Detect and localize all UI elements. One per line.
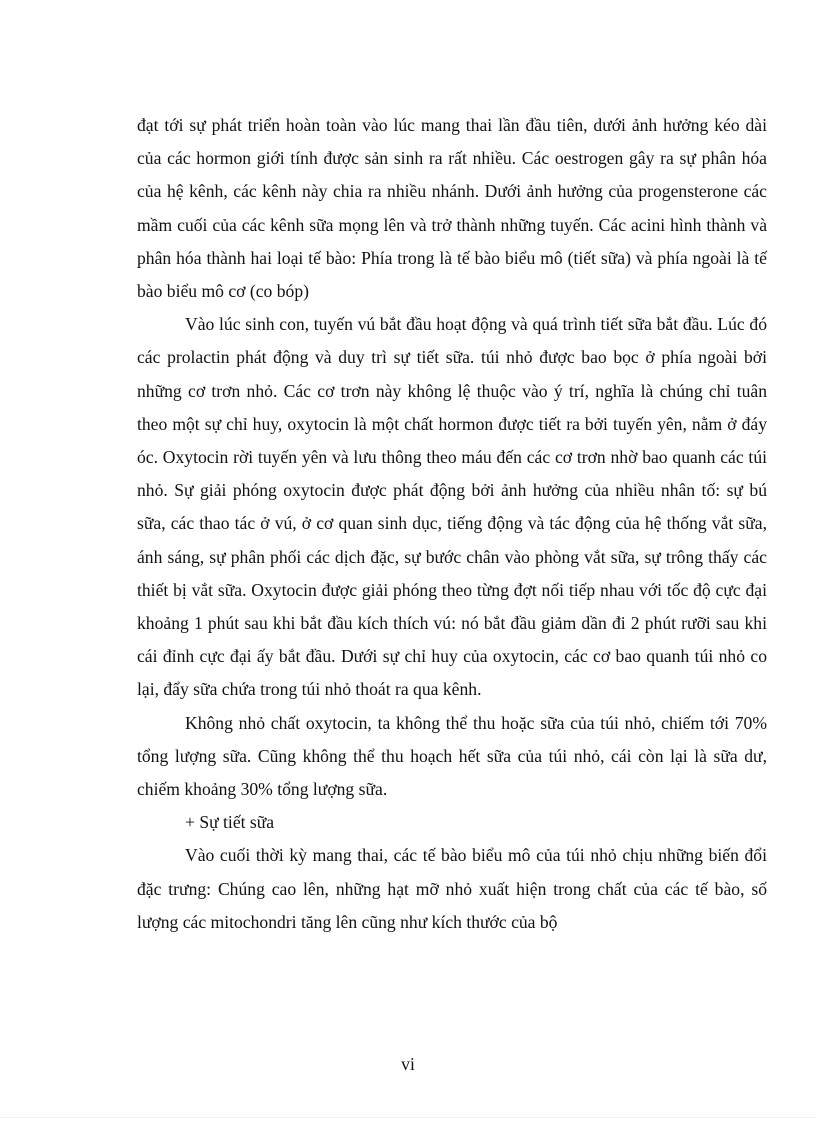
paragraph-continuation: đạt tới sự phát triển hoàn toàn vào lúc mang thai lần đầu tiên, dưới ảnh hưởng kéo dài của các hormon giới tính được sản sinh ra rất nhiều. Các oestrogen gây ra sự phân hóa của hệ kênh, các kênh này chia ra nhiều nhánh. Dưới ảnh hưởng của progensterone các mầm cuối của các kênh sữa mọng lên và trở thành những tuyến. Các acini hình thành và phân hóa thành hai loại tế bào: Phía trong là tế bào biểu mô (tiết sữa) và phía ngoài là tế bào biểu mô cơ (co bóp) [137,115,767,302]
page-number: vi [401,1054,415,1074]
body-text [137,109,767,939]
bottom-divider [0,1117,816,1118]
paragraph-late-pregnancy: Vào cuối thời kỳ mang thai, các tế bào biểu mô của túi nhỏ chịu những biến đổi đặc trưng: Chúng cao lên, những hạt mỡ nhỏ xuất hiện trong chất của các tế bào, số lượng các mitochondri tăng lên cũng như kích thước của bộ [137,845,767,932]
paragraph-milk-yield: Không nhỏ chất oxytocin, ta không thể thu hoặc sữa của túi nhỏ, chiếm tới 70% tổng lượng sữa. Cũng không thể thu hoạch hết sữa của túi nhỏ, cái còn lại là sữa dư, chiếm khoảng 30% tổng lượng sữa. [137,712,767,800]
paragraph-oxytocin: Vào lúc sinh con, tuyến vú bắt đầu hoạt động và quá trình tiết sữa bắt đầu. Lúc đó các prolactin phát động và duy trì sự tiết sữa. túi nhỏ được bao bọc ở phía ngoài bởi những cơ trơn nhỏ. Các cơ trơn này không lệ thuộc vào ý trí, nghĩa là chúng chỉ tuân theo một sự chỉ huy, oxytocin là một chất hormon được tiết ra bởi tuyến yên, nằm ở đáy óc. Oxytocin rời tuyến yên và lưu thông theo máu đến các cơ trơn nhờ bao quanh các túi nhỏ. Sự giải phóng oxytocin được phát động bởi ảnh hưởng của nhiều nhân tố: sự bú sữa, các thao tác ở vú, ở cơ quan sinh dục, tiếng động và tác động của hệ thống vắt sữa, ánh sáng, sự phân phối các dịch đặc, sự bước chân vào phòng vắt sữa, sự trông thấy các thiết bị vắt sữa. Oxytocin được giải phóng theo từng đợt nối tiếp nhau với tốc độ cực đại khoảng 1 phút sau khi bắt đầu kích thích vú: nó bắt đầu giảm dần đi 2 phút rưỡi sau khi cái đỉnh cực đại ấy bắt đầu. Dưới sự chỉ huy của oxytocin, các cơ bao quanh túi nhỏ co lại, đẩy sữa chứa trong túi nhỏ thoát ra qua kênh. [137,314,767,700]
section-heading-milk-secretion: + Sự tiết sữa [185,812,275,833]
